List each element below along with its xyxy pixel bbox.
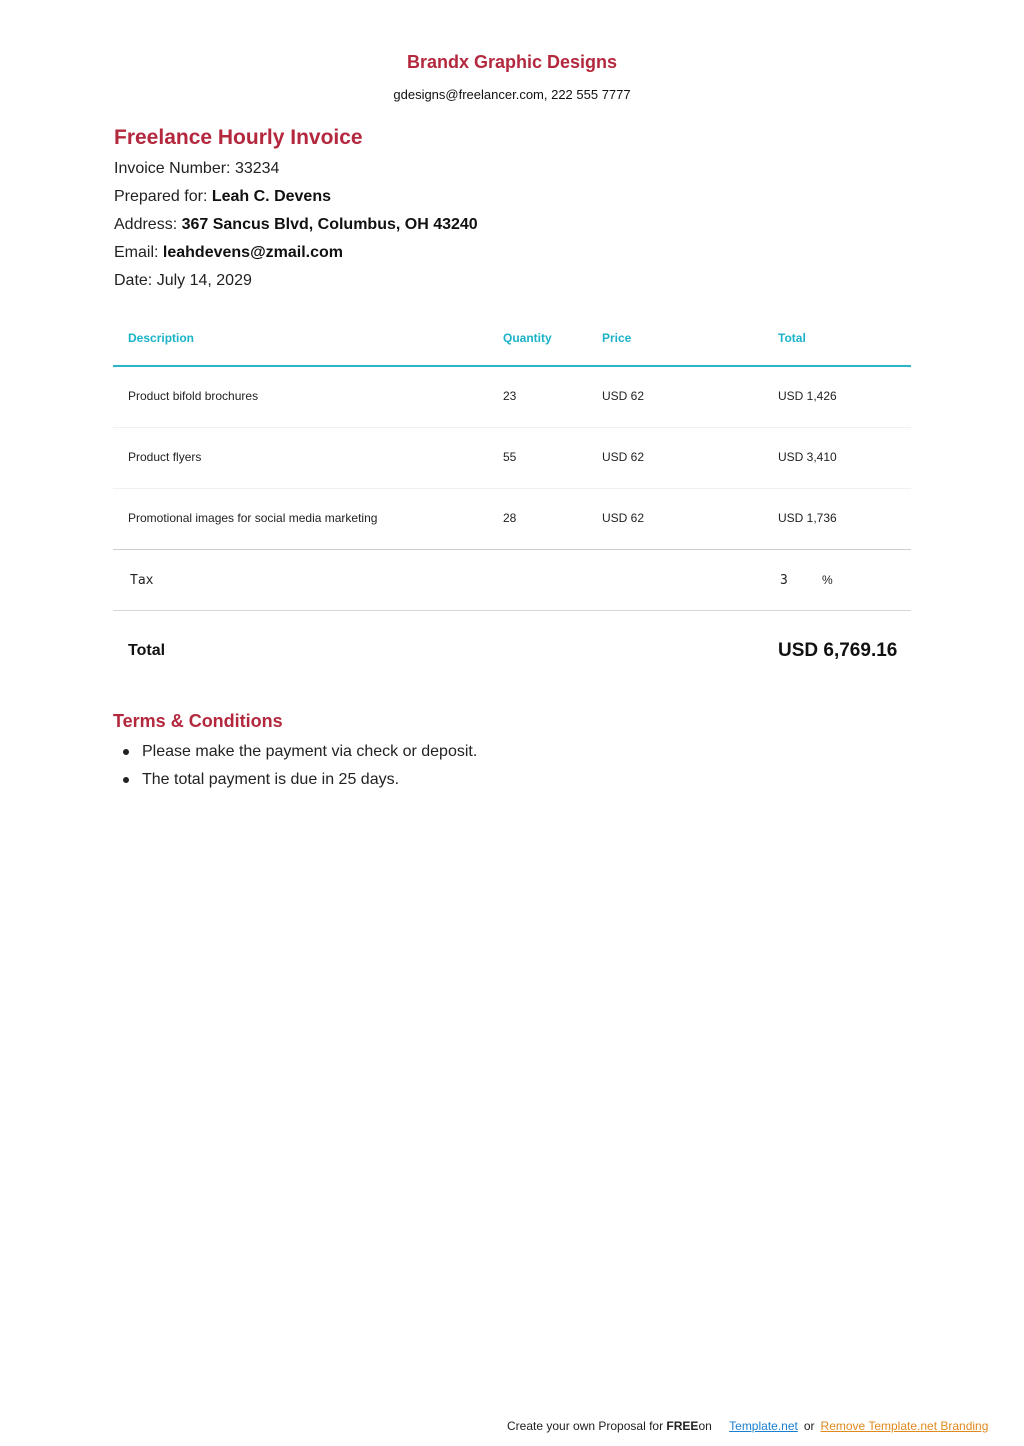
row-price: USD 62 [602, 389, 645, 403]
header-total: Total [778, 331, 806, 345]
company-contact: gdesigns@freelancer.com, 222 555 7777 [393, 87, 631, 102]
table-row [113, 489, 911, 550]
invoice-table [113, 310, 911, 691]
footer-or: or [803, 1419, 815, 1433]
invoice-number: 33234 [234, 160, 280, 177]
footer-text: Create your own Proposal for [507, 1419, 667, 1433]
prepared-for-line [114, 188, 331, 206]
total-value: USD 6,769.16 [778, 640, 898, 661]
tax-label: Tax [130, 573, 154, 588]
header-quantity: Quantity [503, 331, 552, 345]
table-row [113, 428, 911, 489]
invoice-date: July 14, 2029 [156, 272, 252, 289]
header-price: Price [602, 331, 632, 345]
table-header [113, 310, 911, 367]
term-text: The total payment is due in 25 days. [142, 771, 400, 788]
list-item [142, 769, 477, 797]
tax-value: 3 [780, 573, 788, 588]
email-label: Email: [114, 244, 163, 261]
row-total: USD 1,426 [778, 389, 837, 403]
invoice-number-line [114, 160, 279, 178]
row-quantity: 28 [503, 511, 517, 525]
row-quantity: 55 [503, 450, 517, 464]
bullet-icon [123, 749, 129, 755]
row-description: Promotional images for social media marketing [128, 511, 378, 525]
header-description: Description [128, 331, 195, 345]
invoice-title: Freelance Hourly Invoice [114, 126, 363, 149]
date-line [114, 272, 252, 290]
footer-on: on [698, 1419, 712, 1433]
term-text: Please make the payment via check or deposit. [142, 743, 478, 760]
invoice-number-label: Invoice Number: [114, 160, 235, 177]
footer-free: FREE [666, 1419, 699, 1433]
row-price: USD 62 [602, 511, 645, 525]
tax-unit: % [822, 573, 833, 587]
total-label: Total [128, 642, 166, 659]
table-row [113, 367, 911, 428]
remove-branding-link[interactable]: Remove Template.net Branding [820, 1419, 989, 1433]
client-name: Leah C. Devens [211, 188, 331, 205]
total-row [113, 611, 911, 691]
row-price: USD 62 [602, 450, 645, 464]
row-total: USD 1,736 [778, 511, 837, 525]
prepared-for-label: Prepared for: [114, 188, 212, 205]
tax-row [113, 550, 911, 611]
row-quantity: 23 [503, 389, 517, 403]
email-line [114, 244, 343, 262]
list-item [142, 741, 477, 769]
row-description: Product flyers [128, 450, 202, 464]
address-label: Address: [114, 216, 182, 233]
company-name: Brandx Graphic Designs [406, 52, 618, 72]
terms-title: Terms & Conditions [113, 711, 283, 731]
row-total: USD 3,410 [778, 450, 837, 464]
client-email: leahdevens@zmail.com [162, 244, 344, 261]
template-net-link[interactable]: Template.net [729, 1419, 798, 1433]
row-description: Product bifold brochures [128, 389, 259, 403]
client-address: 367 Sancus Blvd, Columbus, OH 43240 [181, 216, 478, 233]
footer-branding [507, 1419, 988, 1433]
date-label: Date: [114, 272, 157, 289]
address-line [114, 216, 478, 234]
bullet-icon [123, 777, 129, 783]
terms-list [142, 741, 477, 797]
